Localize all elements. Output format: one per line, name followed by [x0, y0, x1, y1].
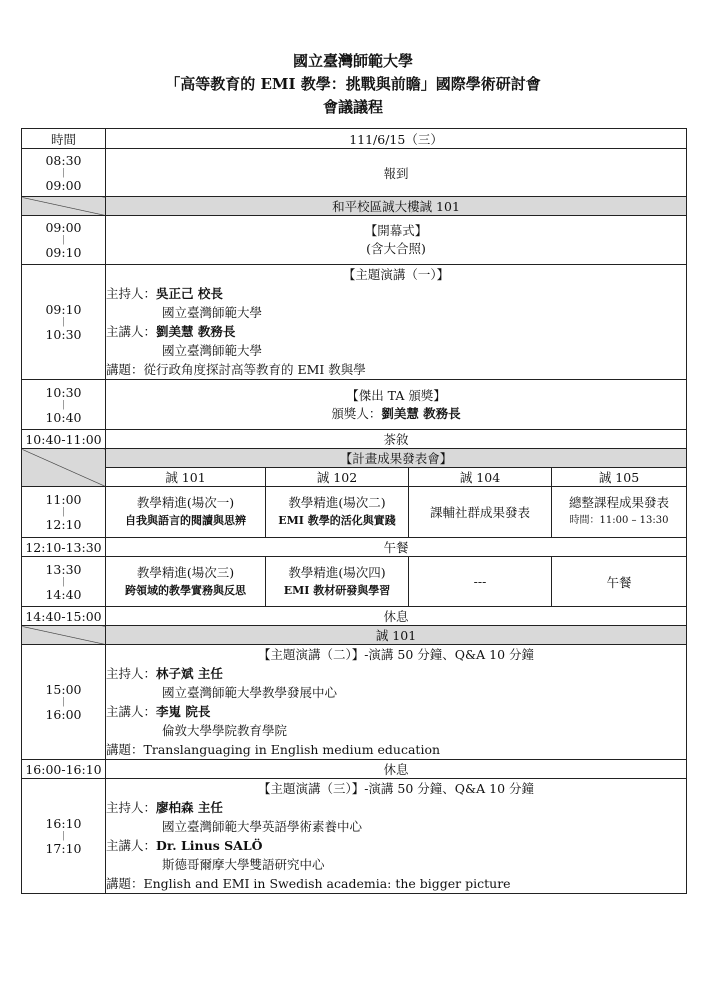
- time-cell: 08:30 | 09:00: [22, 149, 106, 197]
- time-end: 09:10: [45, 245, 82, 260]
- session-cell: 課輔社群成果發表: [409, 487, 552, 538]
- venue-row: [22, 197, 687, 216]
- time-cell: 10:30 | 10:40: [22, 380, 106, 430]
- session-cell: [266, 557, 409, 607]
- time-start: 09:10: [45, 302, 82, 317]
- time-cell: 10:40-11:00: [22, 430, 106, 449]
- opening-note: (含大合照): [366, 241, 426, 256]
- break-cell: 休息: [106, 760, 687, 779]
- session-topic: 自我與語言的閱讀與思辨: [125, 514, 246, 527]
- keynote-title: 【主題演講（三）】-演講 50 分鐘、Q&A 10 分鐘: [257, 781, 535, 796]
- table-row: [22, 779, 687, 894]
- host-line: [106, 664, 686, 683]
- session-time: 時間：11:00 – 13:30: [569, 515, 669, 526]
- host-label: 主持人：: [106, 286, 157, 301]
- session-cell: 午餐: [552, 557, 687, 607]
- keynote-1-cell: [106, 265, 687, 380]
- time-cell: 11:00 | 12:10: [22, 487, 106, 538]
- topic-line: 講題：從行政角度探討高等教育的 EMI 教與學: [106, 362, 366, 377]
- award-cell: [106, 380, 687, 430]
- session-cell: [106, 557, 266, 607]
- opening-cell: [106, 216, 687, 265]
- table-row: [22, 487, 687, 538]
- host-label: 主持人：: [106, 800, 157, 815]
- session-cell: [552, 487, 687, 538]
- presenter-name: 劉美慧 教務長: [381, 405, 461, 421]
- time-end: 09:00: [45, 177, 82, 193]
- session-name: 教學精進(場次四): [288, 564, 386, 580]
- time-start: 11:00: [45, 492, 82, 507]
- time-cell: 16:00-16:10: [22, 760, 106, 779]
- keynote-title: 【主題演講（二）】-演講 50 分鐘、Q&A 10 分鐘: [257, 647, 535, 662]
- session-cell: [266, 487, 409, 538]
- time-cell: 09:00 | 09:10: [22, 216, 106, 265]
- presenter-line: [106, 405, 686, 423]
- time-column-header: 時間: [22, 129, 106, 149]
- room-label: 誠 102: [266, 468, 409, 487]
- table-row: [22, 380, 687, 430]
- session-topic: EMI 教材研發與學習: [283, 583, 391, 597]
- time-end: 12:10: [45, 517, 82, 532]
- opening-title: 【開幕式】: [364, 223, 428, 238]
- venue-row: [22, 626, 687, 645]
- speaker-name: 李嵬 院長: [156, 704, 211, 719]
- keynote-title: 【主題演講（一）】: [342, 267, 450, 282]
- session-topic: EMI 教學的活化與實踐: [278, 514, 396, 527]
- speaker-name: Dr. Linus SALÖ: [156, 838, 263, 853]
- host-name: 廖柏森 主任: [156, 800, 223, 815]
- time-cell: 12:10-13:30: [22, 538, 106, 557]
- time-cell: 14:40-15:00: [22, 607, 106, 626]
- speaker-label: 主講人：: [106, 704, 157, 719]
- speaker-line: [106, 322, 686, 341]
- room-label: 誠 101: [106, 468, 266, 487]
- host-org: 國立臺灣師範大學: [162, 305, 263, 320]
- date-header: 111/6/15（三）: [106, 129, 687, 149]
- tea-break-cell: 茶敘: [106, 430, 687, 449]
- time-start: 16:10: [45, 816, 82, 831]
- session-row: [22, 449, 687, 468]
- session-cell: [106, 487, 266, 538]
- diagonal-cell: [22, 197, 106, 216]
- host-name: 吳正己 校長: [156, 286, 223, 301]
- session-title: 【計畫成果發表會】: [106, 449, 687, 468]
- host-org: 國立臺灣師範大學教學發展中心: [162, 685, 338, 700]
- time-cell: 15:00 | 16:00: [22, 645, 106, 760]
- registration-cell: 報到: [106, 149, 687, 197]
- rooms-row: [22, 468, 687, 487]
- award-title: 【傑出 TA 頒獎】: [346, 387, 446, 403]
- time-end: 10:40: [45, 409, 82, 425]
- host-line: [106, 284, 686, 303]
- table-row: [22, 760, 687, 779]
- time-start: 13:30: [45, 561, 82, 577]
- topic-line: 講題：Translanguaging in English medium education: [106, 742, 441, 757]
- speaker-org: 國立臺灣師範大學: [162, 343, 263, 358]
- room-label: 誠 105: [552, 468, 687, 487]
- lunch-cell: 午餐: [106, 538, 687, 557]
- table-row: [22, 430, 687, 449]
- time-end: 10:30: [45, 327, 82, 342]
- host-label: 主持人：: [106, 666, 157, 681]
- table-row: [22, 216, 687, 265]
- speaker-org: 斯德哥爾摩大學雙語研究中心: [162, 857, 325, 872]
- speaker-org: 倫敦大學學院教育學院: [162, 723, 288, 738]
- time-cell: 09:10 | 10:30: [22, 265, 106, 380]
- table-row: [22, 538, 687, 557]
- time-end: 16:00: [45, 707, 82, 722]
- session-name: 教學精進(場次三): [136, 564, 235, 580]
- session-name: 教學精進(場次一): [136, 495, 235, 510]
- session-name: 總整課程成果發表: [569, 495, 670, 510]
- time-end: 17:10: [45, 841, 82, 856]
- venue-label: 誠 101: [106, 626, 687, 645]
- speaker-line: [106, 702, 686, 721]
- table-row: [22, 645, 687, 760]
- table-row: [22, 149, 687, 197]
- time-cell: 13:30 | 14:40: [22, 557, 106, 607]
- table-row: [22, 607, 687, 626]
- time-cell: 16:10 | 17:10: [22, 779, 106, 894]
- session-topic: 跨領域的教學實務與反思: [125, 583, 246, 597]
- keynote-3-cell: [106, 779, 687, 894]
- presenter-label: 頒獎人：: [331, 405, 382, 421]
- speaker-label: 主講人：: [106, 324, 157, 339]
- session-name: 教學精進(場次二): [288, 495, 386, 510]
- topic-line: 講題：English and EMI in Swedish academia: the bigger picture: [106, 876, 511, 891]
- table-row: [22, 265, 687, 380]
- break-cell: 休息: [106, 607, 687, 626]
- session-cell: ---: [409, 557, 552, 607]
- time-start: 09:00: [45, 220, 82, 235]
- diagonal-cell: [22, 449, 106, 487]
- agenda-title: 會議議程: [322, 98, 383, 116]
- time-end: 14:40: [45, 586, 82, 602]
- room-label: 誠 104: [409, 468, 552, 487]
- diagonal-cell: [22, 626, 106, 645]
- table-header-row: [22, 129, 687, 149]
- university-title: 國立臺灣師範大學: [292, 52, 413, 70]
- keynote-2-cell: [106, 645, 687, 760]
- time-start: 10:30: [45, 384, 82, 400]
- venue-label: 和平校區誠大樓誠 101: [106, 197, 687, 216]
- host-org: 國立臺灣師範大學英語學術素養中心: [162, 819, 363, 834]
- host-line: [106, 798, 686, 817]
- conference-title: 「高等教育的 EMI 教學：挑戰與前瞻」國際學術研討會: [165, 75, 541, 93]
- agenda-table: [21, 128, 687, 894]
- speaker-label: 主講人：: [106, 838, 157, 853]
- time-start: 08:30: [45, 152, 82, 168]
- speaker-line: [106, 836, 686, 855]
- table-row: [22, 557, 687, 607]
- speaker-name: 劉美慧 教務長: [156, 324, 236, 339]
- host-name: 林子斌 主任: [156, 666, 223, 681]
- time-start: 15:00: [45, 682, 82, 697]
